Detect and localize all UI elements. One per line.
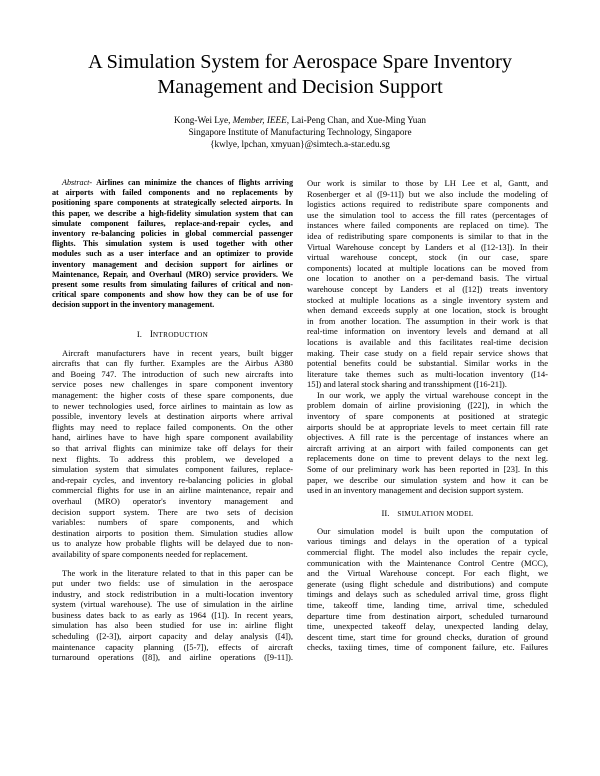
- text-line: instances where failed components are replaced on time). The: [307, 220, 548, 231]
- abstract-line: this paper, we describe a high-fidelity simulation system that can: [52, 208, 293, 218]
- author-affiliation: Singapore Institute of Manufacturing Technology, Singapore: [188, 127, 412, 137]
- text-line: components) located at multiple locations can be moved from: [307, 262, 548, 273]
- author-block: [52, 114, 548, 150]
- two-column-body: [52, 178, 548, 663]
- abstract-line: present some results from simulating failures of critical and non-: [52, 280, 293, 290]
- text-line: time, takeoff time, landing time, arrival time, scheduled: [307, 599, 548, 610]
- text-line: use the simulation tool to access the fill rates (percentages of: [307, 209, 548, 220]
- text-line: warehouse concept by Landers et al ([12]) treats inventory: [307, 283, 548, 294]
- text-line: destination airports to position them. Simulation studies allow: [52, 527, 293, 538]
- text-line: simulation system that simulates component failures, replace-: [52, 464, 293, 475]
- text-line: put under two fields: use of simulation in the aerospace: [52, 578, 293, 589]
- left-column: [52, 178, 293, 663]
- text-line: The work in the literature related to that in this paper can be: [62, 567, 293, 578]
- text-line: virtual warehouse concept, stock (in our case, spare: [307, 252, 548, 263]
- text-line: Virtual Warehouse concept by Landers et al ([12-13]). In their: [307, 241, 548, 252]
- paper-title: [52, 0, 548, 100]
- abstract-line: inventory management and decision support for airlines or: [52, 259, 293, 269]
- text-line: departure time from destination airport, scheduled turnaround: [307, 610, 548, 621]
- author-names: Kong-Wei Lye, Member, IEEE, Lai-Peng Chan, and Xue-Ming Yuan: [173, 115, 427, 125]
- text-line: possible, inventory levels at destination airports where arrival: [52, 411, 293, 422]
- abstract-line: at airports with failed components and no replacements by: [52, 188, 293, 198]
- intro-paragraph: [52, 568, 293, 663]
- text-line: stocked at multiple locations as a single inventory system and: [307, 294, 548, 305]
- text-line: commercial flights for use in an airline maintenance, repair and: [52, 485, 293, 496]
- text-line: inventory of spare components at positioned at strategic: [307, 411, 548, 422]
- text-line: when demand exceeds supply at one location, stock is brought: [307, 305, 548, 316]
- abstract-line: decision support in the inventory management.: [52, 300, 215, 310]
- text-line: and Boeing 747. The introduction of such new aircrafts into: [52, 368, 293, 379]
- text-line: simulation has also been studied for use in: airline flight: [52, 620, 293, 631]
- text-line: and-repair cycles, and inventory re-balancing policies in global: [52, 474, 293, 485]
- abstract: [52, 178, 293, 311]
- text-line: Our work is similar to those by LH Lee et al, Gantt, and: [307, 178, 548, 188]
- text-line: management: the higher costs of these spare components, due: [52, 390, 293, 401]
- text-line: timings and delays such as scheduled arrival time, gross flight: [307, 589, 548, 600]
- text-line: used in an inventory management and decision support system.: [307, 485, 524, 496]
- text-line: aircrafts that can fly further. Examples are the Airbus A380: [52, 358, 293, 369]
- abstract-line: flights. This simulation system is used together with other: [52, 239, 293, 249]
- text-line: in from another location. The assumption in their work is that: [307, 315, 548, 326]
- text-line: variables: numbers of spare components, and which: [52, 517, 293, 528]
- body-paragraph: [307, 390, 548, 496]
- text-line: Rosenberger et al ([9-11]) but we also include the modeling of: [307, 188, 548, 199]
- author-emails: {kwlye, lpchan, xmyuan}@simtech.a-star.edu.sg: [210, 139, 390, 149]
- text-line: locations is available and this facilitates real-time decision: [307, 336, 548, 347]
- abstract-label: Abstract-: [62, 178, 93, 187]
- text-line: service poses new challenges in spare component inventory: [52, 379, 293, 390]
- text-line: industry, and stock redistribution in a multi-location inventory: [52, 588, 293, 599]
- paragraph-gap: [52, 560, 293, 568]
- text-line: objectives. A fill rate is the percentage of instances where an: [307, 432, 548, 443]
- text-line: Our simulation model is built upon the computation of: [317, 525, 548, 536]
- abstract-line: critical spare components and show how they can be of use for: [52, 290, 293, 300]
- text-line: next flights. To address this problem, we developed a: [52, 453, 293, 464]
- text-line: descent time, start time for ground checks, duration of ground: [307, 631, 548, 642]
- text-line: checks, taxiing times, time of component failure, etc. Failures: [307, 642, 548, 653]
- text-line: 15]) and lateral stock sharing and transshipment ([16-21]).: [307, 379, 507, 390]
- text-line: commercial flight. The model also includes the repair cycle,: [307, 547, 548, 557]
- abstract-line: Maintenance, Repair, and Overhaul (MRO) service providers. We: [52, 269, 293, 279]
- text-line: aircraft arriving at an airport with failed components can get: [307, 442, 548, 453]
- text-line: one location to another on a per-demand basis. The virtual: [307, 273, 548, 284]
- text-line: potential benefits could be substantial. Similar works in the: [307, 358, 548, 369]
- text-line: us to analyze how probable flights will be delayed due to non-: [52, 538, 293, 549]
- text-line: time, unexpected takeoff delay, unexpected landing delay,: [307, 621, 548, 632]
- text-line: overhaul (MRO) operator's inventory management and: [52, 495, 293, 506]
- abstract-line: simulate component failures, replace-and-repair cycles, and: [52, 218, 293, 228]
- section-heading-introduction: I. INTRODUCTION: [136, 328, 209, 339]
- text-line: so that arrival flights can minimize take off delays for their: [52, 442, 293, 453]
- text-line: and the Virtual Warehouse concept. For each flight, we: [307, 568, 548, 579]
- abstract-body: [52, 188, 293, 310]
- text-line: problem domain of airline provisioning ([22]), in which the: [307, 400, 548, 411]
- text-line: Aircraft manufacturers have in recent years, built bigger: [62, 347, 293, 358]
- body-paragraph: [307, 178, 548, 390]
- author-membership: Member, IEEE: [232, 115, 287, 125]
- abstract-line: positioning spare components at strategically selected airports. In: [52, 198, 293, 208]
- abstract-line: Abstract- Airlines can minimize the chances of flights arriving: [62, 178, 293, 187]
- text-line: generate (using flight schedule and distributions) and compute: [307, 578, 548, 589]
- title-line: Management and Decision Support: [157, 76, 443, 98]
- text-line: making. Their case study on a field repair service shows that: [307, 347, 548, 358]
- text-line: to newer technologies used, force airlines to maintain as low as: [52, 400, 293, 411]
- body-paragraph: [307, 526, 548, 653]
- text-line: replacements done on time to prevent delays to the next leg.: [307, 453, 548, 464]
- text-line: communication with the Maintenance Control Centre (MCC),: [307, 557, 548, 568]
- text-line: scheduling ([2-3]), airport capacity and delay analysis ([4]),: [52, 631, 293, 642]
- text-line: In our work, we apply the virtual warehouse concept in the: [317, 389, 548, 400]
- abstract-line: modules such as a user interface and an optimizer to provide: [52, 249, 293, 259]
- title-line: A Simulation System for Aerospace Spare Inventory: [88, 51, 512, 73]
- text-line: various timings and delays in the operation of a typical: [307, 536, 548, 547]
- text-line: system (virtual warehouse). The use of simulation in the airline: [52, 599, 293, 610]
- text-line: turnaround operations ([8]), and airline operations ([9-11]).: [52, 652, 293, 663]
- text-line: real-time information on inventory levels and demand at all: [307, 326, 548, 337]
- text-line: availability of spare components needed for replacement.: [52, 548, 248, 559]
- text-line: maintenance capacity planning ([5-7]), effects of aircraft: [52, 641, 293, 652]
- text-line: Some of our preliminary work has been reported in [23]. In this: [307, 464, 548, 475]
- text-line: business dates back to as early as 1964 ([1]). In recent years,: [52, 609, 293, 620]
- text-line: decision support system. There are two sets of decision: [52, 506, 293, 517]
- intro-paragraph: [52, 348, 293, 560]
- text-line: idea of redistributing spare components is similar to that in the: [307, 230, 548, 241]
- right-column: [307, 178, 548, 663]
- text-line: logistics actions required to redistribute spare components and: [307, 199, 548, 210]
- text-line: literature take themes such as multi-location inventory ([14-: [307, 368, 548, 379]
- text-line: hand, airlines have to have high spare component availability: [52, 432, 293, 443]
- section-heading-simulation-model: II. SIMULATION MODEL: [381, 507, 474, 518]
- text-line: paper, we describe our simulation system and how it can be: [307, 474, 548, 485]
- text-line: airports should be at appropriate levels to meet certain fill rate: [307, 421, 548, 432]
- abstract-line: inventory re-balancing policies in global commercial passenger: [52, 229, 293, 239]
- text-line: flights may need to replace failed components. On the other: [52, 421, 293, 432]
